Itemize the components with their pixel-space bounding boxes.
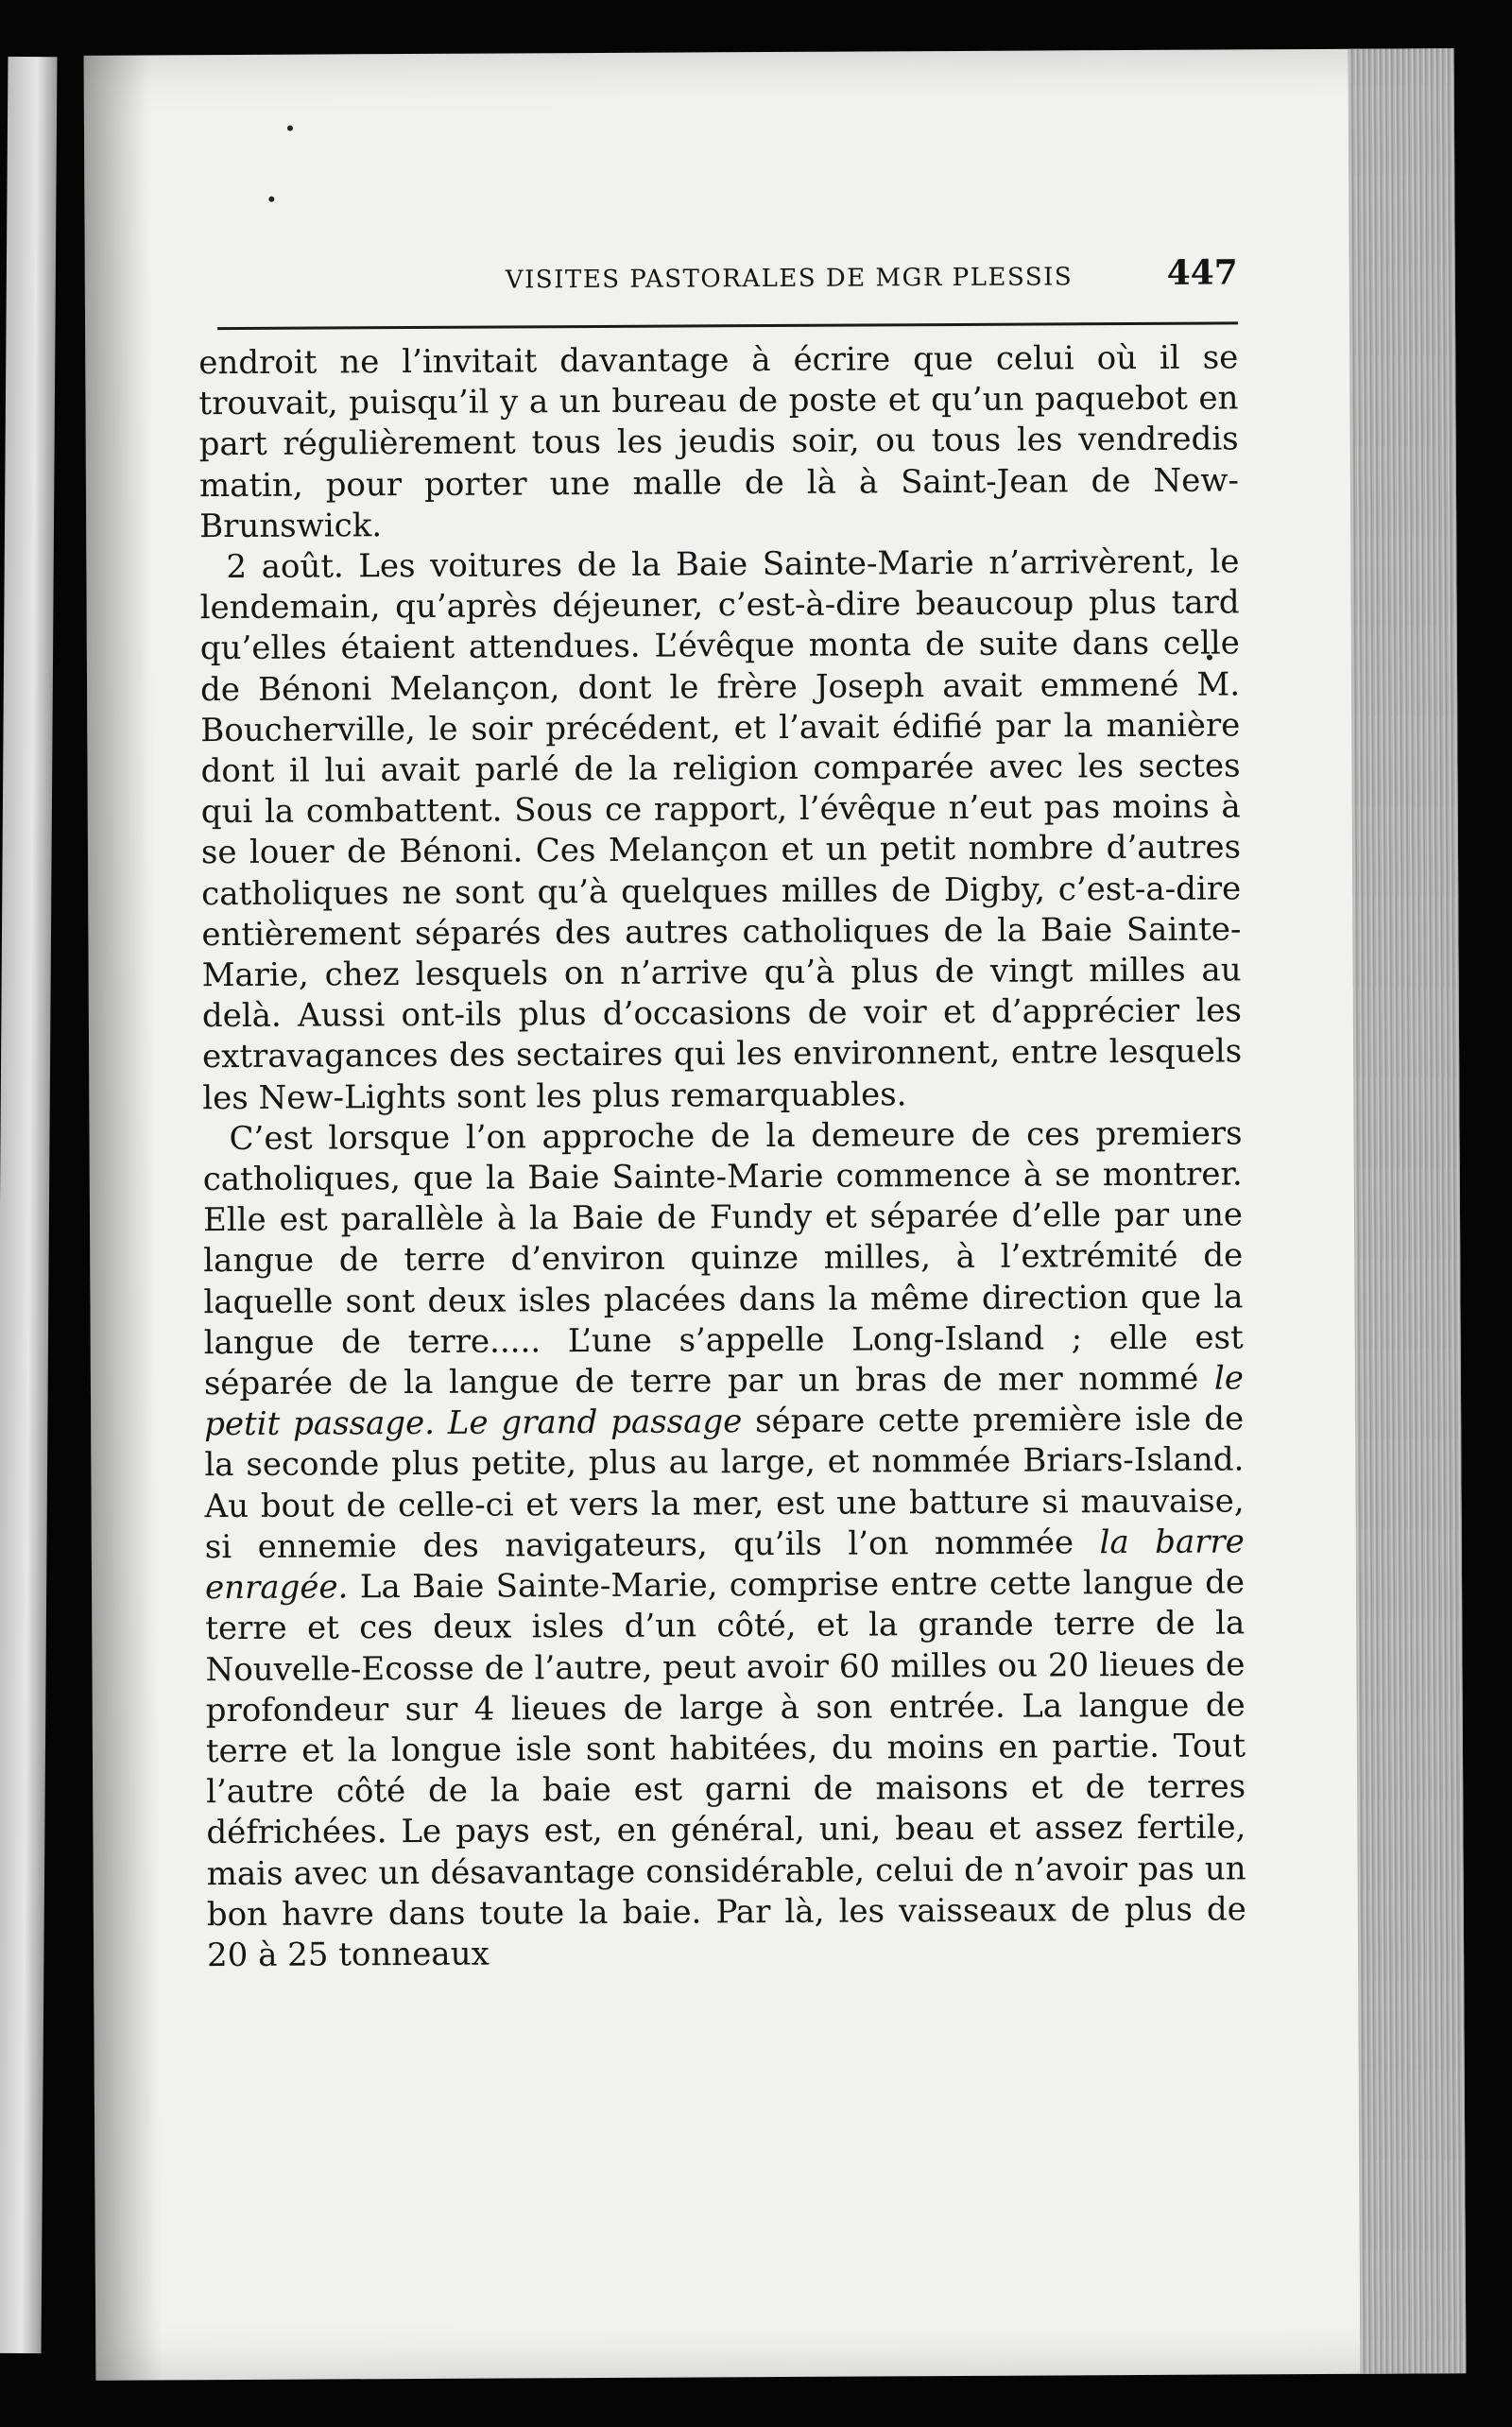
header-rule xyxy=(217,321,1238,330)
text-run xyxy=(435,1404,448,1442)
body-text xyxy=(198,337,1246,1976)
page-edges xyxy=(1349,48,1467,2374)
paragraph xyxy=(199,542,1242,1119)
text-run: 2 août. Les voitures de la Baie Sainte-Marie n’arrivèrent, le lendemain, qu’après déjeuner, c’est-à-dire beaucoup plus tard qu’elles étaient attendues. L’évêque monta de suite dans celle de Bénoni Melançon, dont le frère Joseph avait emmené M. Boucherville, le soir précédent, et l’avait édifié par la manière dont il lui avait parlé de la religion comparée avec les sectes qui la combattent. Sous ce rapport, l’évêque n’eut pas moins à se louer de Bénoni. Ces Melançon et un petit nombre d’autres catholiques ne sont qu’à quelques milles de Digby, c’est-a-dire entièrement séparés des autres catholiques de la Baie Sainte-Marie, chez lesquels on n’arrive qu’à plus de vingt milles au delà. Aussi ont-ils plus d’occasions de voir et d’apprécier les extravagances des sectaires qui les environnent, entre lesquels les New-Lights sont les plus remarquables. xyxy=(199,542,1243,1117)
page-header xyxy=(217,252,1238,315)
running-title: VISITES PASTORALES DE MGR PLESSIS xyxy=(505,263,1074,295)
gutter-shadow xyxy=(84,55,163,2380)
text-run: sépare cette première isle de la seconde plus petite, plus au large, et nommée Briars-Island. Au bout de celle-ci et vers la mer, est une batture si mauvaise, si ennemie des navigateurs, qu’ils l’on nommée xyxy=(204,1400,1245,1567)
text-run: La Baie Sainte-Marie, comprise entre cette langue de terre et ces deux isles d’un côté, et la grande terre de la Nouvelle-Ecosse de l’autre, peut avoir 60 milles ou 20 lieues de profondeur sur 4 lieues de large à son entrée. La langue de terre et la longue isle sont habitées, du moins en partie. Tout l’autre côté de la baie est garni de maisons et de terres défrichées. Le pays est, en général, uni, beau et assez fertile, mais avec un désavantage considérable, celui de n’avoir pas un bon havre dans toute la baie. Par là, les vaisseaux de plus de 20 à 25 tonneaux xyxy=(205,1563,1246,1975)
paragraph xyxy=(202,1113,1246,1976)
italic-text: Le grand passage xyxy=(447,1403,743,1443)
ink-speck xyxy=(268,197,274,202)
page-number: 447 xyxy=(1166,252,1238,293)
text-run: C’est lorsque l’on approche de la demeure de ces premiers catholiques, que la Baie Sainte-Marie commence à se montrer. Elle est parallèle à la Baie de Fundy et séparée d’elle par une langue de terre d’environ quinze milles, à l’extrémité de laquelle sont deux isles placées dans la même direction que la langue de terre..... L’une s’appelle Long-Island ; elle est séparée de la langue de terre par un bras de mer nommé xyxy=(202,1114,1244,1403)
italic-text: le petit passage. xyxy=(204,1359,1245,1444)
left-page-edge xyxy=(0,57,57,2353)
text-run: endroit ne l’invitait davantage à écrire que celui où il se trouvait, puisqu’il y a un bureau de poste et qu’un paquebot en part régulièrement tous les jeudis soir, ou tous les vendredis matin, pour porter une malle de là à Saint-Jean de New-Brunswick. xyxy=(198,338,1240,545)
book-page xyxy=(84,48,1467,2381)
ink-speck xyxy=(287,126,293,131)
paragraph xyxy=(198,337,1239,547)
italic-text: la barre enragée. xyxy=(204,1523,1245,1608)
